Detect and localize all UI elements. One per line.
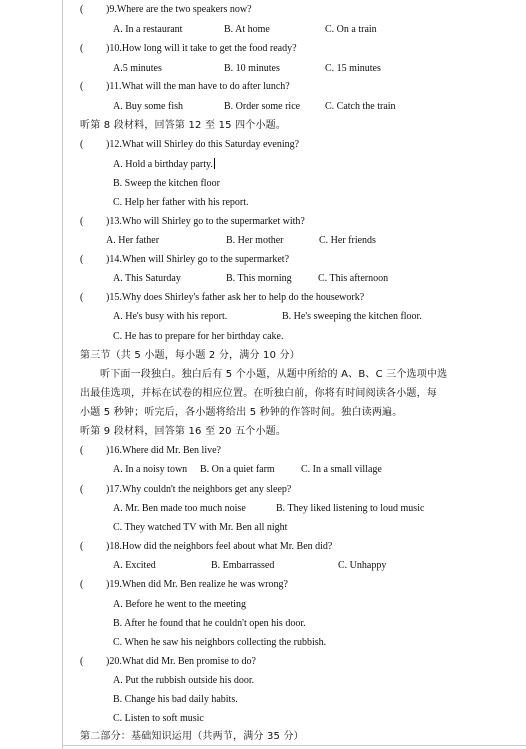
question-15: ( )15.Why does Shirley's father ask her to help do the housework? [80, 292, 365, 303]
question-stem: 17.Why couldn't the neighbors get any sleep? [109, 484, 292, 495]
question-stem: 11.What will the man have to do after lunch? [109, 81, 290, 92]
option-a: A. He's busy with his report. [113, 311, 228, 322]
option-b: B. Embarrassed [211, 560, 275, 571]
part-2-heading: 第二部分：基础知识运用（共两节，满分 35 分） [80, 731, 304, 742]
answer-bracket: ( [80, 43, 84, 54]
instructions-line-1: 听下面一段独白。独白后有 5 个小题，从题中所给的 A、B、C 三个选项中选 [100, 369, 448, 380]
answer-bracket: ( [80, 292, 84, 303]
option-c: C. Help her father with his report. [113, 197, 249, 208]
instructions-line-3: 小题 5 秒钟；听完后，各小题将给出 5 秒钟的作答时间。独白读两遍。 [80, 407, 403, 418]
option-a: A. Her father [106, 235, 160, 246]
question-10: ( )10.How long will it take to get the food ready? [80, 43, 297, 54]
question-stem: 15.Why does Shirley's father ask her to help do the housework? [109, 292, 365, 303]
option-b: B. Change his bad daily habits. [113, 694, 238, 705]
option-c: C. Unhappy [338, 560, 387, 571]
page-margin-line-bottom [62, 745, 526, 746]
option-b: B. At home [224, 24, 270, 35]
question-18: ( )18.How did the neighbors feel about what Mr. Ben did? [80, 541, 333, 552]
question-stem: 10.How long will it take to get the food ready? [109, 43, 297, 54]
option-b: B. Sweep the kitchen floor [113, 178, 220, 189]
question-stem: 13.Who will Shirley go to the supermarket with? [109, 216, 305, 227]
option-a: A. Before he went to the meeting [113, 599, 247, 610]
option-b: B. Order some rice [224, 101, 301, 112]
option-a: A. Put the rubbish outside his door. [113, 675, 255, 686]
option-c: C. Catch the train [325, 101, 396, 112]
option-c: C. Her friends [319, 235, 376, 246]
option-c: C. This afternoon [318, 273, 389, 284]
option-a: A. Hold a birthday party. [113, 159, 213, 170]
question-9: ( )9.Where are the two speakers now? [80, 4, 252, 15]
option-c: C. Listen to soft music [113, 713, 204, 724]
option-c: C. On a train [325, 24, 377, 35]
question-11: ( )11.What will the man have to do after lunch? [80, 81, 290, 92]
question-stem: 16.Where did Mr. Ben live? [109, 445, 221, 456]
material-8-heading: 听第 8 段材料，回答第 12 至 15 四个小题。 [80, 120, 287, 131]
option-b: B. They liked listening to loud music [276, 503, 425, 514]
option-a: A.5 minutes [113, 63, 162, 74]
question-stem: 20.What did Mr. Ben promise to do? [109, 656, 256, 667]
question-17: ( )17.Why couldn't the neighbors get any sleep? [80, 484, 292, 495]
question-14: ( )14.When will Shirley go to the supermarket? [80, 254, 290, 265]
option-a: A. This Saturday [113, 273, 181, 284]
question-20: ( )20.What did Mr. Ben promise to do? [80, 656, 256, 667]
answer-bracket: ( [80, 254, 84, 265]
section-3-heading: 第三节（共 5 小题，每小题 2 分，满分 10 分） [80, 350, 300, 361]
option-a: A. Mr. Ben made too much noise [113, 503, 246, 514]
instructions-line-2: 出最佳选项，并标在试卷的相应位置。在听独白前，你将有时间阅读各小题，每 [80, 388, 437, 399]
question-12: ( )12.What will Shirley do this Saturday evening? [80, 139, 300, 150]
question-16: ( )16.Where did Mr. Ben live? [80, 445, 221, 456]
option-a: A. Excited [113, 560, 156, 571]
option-c: C. When he saw his neighbors collecting the rubbish. [113, 637, 327, 648]
answer-bracket: ( [80, 139, 84, 150]
question-stem: 12.What will Shirley do this Saturday evening? [109, 139, 300, 150]
option-c: C. 15 minutes [325, 63, 381, 74]
option-b: B. This morning [226, 273, 292, 284]
option-c: C. He has to prepare for her birthday cake. [113, 331, 284, 342]
option-b: B. After he found that he couldn't open his door. [113, 618, 306, 629]
option-b: B. 10 minutes [224, 63, 280, 74]
option-a: A. In a noisy town [113, 464, 188, 475]
answer-bracket: ( [80, 484, 84, 495]
option-c: C. In a small village [301, 464, 382, 475]
question-stem: 9.Where are the two speakers now? [109, 4, 252, 15]
question-stem: 19.When did Mr. Ben realize he was wrong? [109, 579, 288, 590]
answer-bracket: ( [80, 541, 84, 552]
page-margin-line-left [62, 0, 63, 749]
answer-bracket: ( [80, 216, 84, 227]
question-stem: 14.When will Shirley go to the supermarket? [109, 254, 290, 265]
text-cursor [214, 158, 215, 169]
question-stem: 18.How did the neighbors feel about what Mr. Ben did? [109, 541, 333, 552]
option-c: C. They watched TV with Mr. Ben all night [113, 522, 288, 533]
question-19: ( )19.When did Mr. Ben realize he was wrong? [80, 579, 288, 590]
option-b: B. He's sweeping the kitchen floor. [282, 311, 422, 322]
option-a: A. Buy some fish [113, 101, 183, 112]
option-b: B. On a quiet farm [200, 464, 275, 475]
answer-bracket: ( [80, 656, 84, 667]
option-a: A. In a restaurant [113, 24, 183, 35]
answer-bracket: ( [80, 445, 84, 456]
option-b: B. Her mother [226, 235, 284, 246]
answer-bracket: ( [80, 4, 84, 15]
answer-bracket: ( [80, 81, 84, 92]
material-9-heading: 听第 9 段材料，回答第 16 至 20 五个小题。 [80, 426, 287, 437]
answer-bracket: ( [80, 579, 84, 590]
question-13: ( )13.Who will Shirley go to the supermarket with? [80, 216, 305, 227]
